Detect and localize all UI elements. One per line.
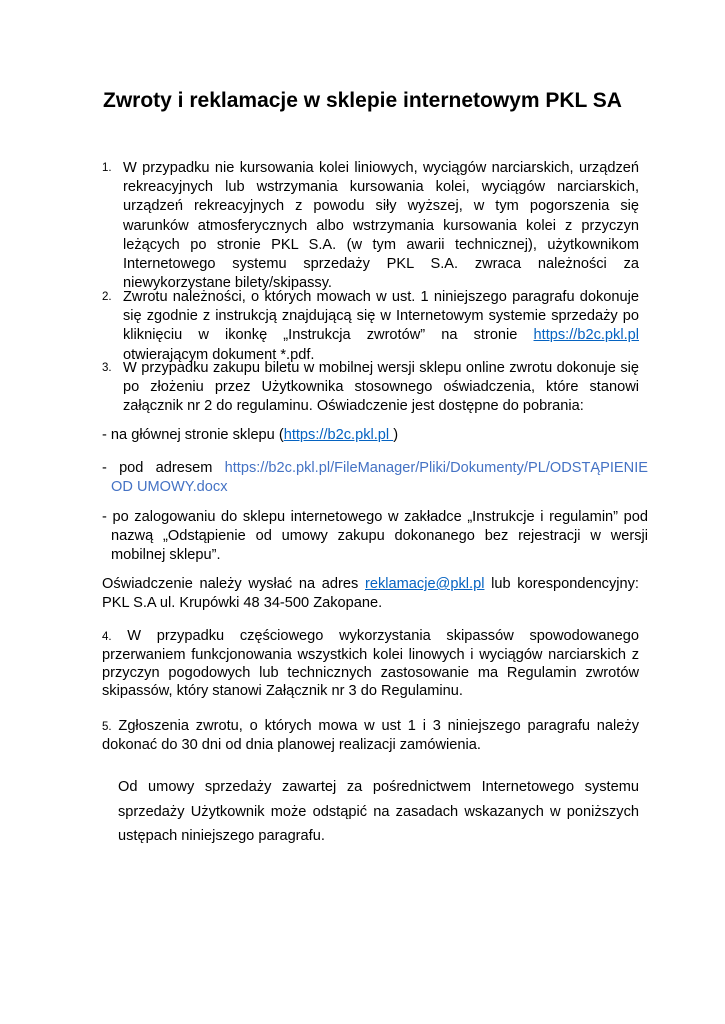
bullet-text: - po zalogowaniu do sklepu internetowego w zakładce „Instrukcje i regulamin” pod nazwą „Odstąpienie od umowy zakupu dokonanego bez rejestracji w wersji mobilnej sklepu”.: [102, 509, 648, 564]
bullet-logged-in: [102, 508, 648, 566]
item-text: W przypadku zakupu biletu w mobilnej wersji sklepu online zwrotu dokonuje się po złożeniu przez Użytkownika stosownego oświadczenia, które stanowi załącznik nr 2 do regulaminu. Oświadczenie jest dostępne do pobrania:: [123, 360, 639, 415]
form-download-link[interactable]: https://b2c.pkl.pl/FileManager/Pliki/Dokumenty/PL/ODSTĄPIENIE OD UMOWY.docx: [111, 460, 648, 496]
item-text: W przypadku częściowego wykorzystania skipassów spowodowanego przerwaniem funkcjonowania wszystkich kolei linowych i wyciągów narciarskich z przyczyn pogodowych lub technicznych zastosowanie ma Regulamin zwrotów skipassów, który stanowi Załącznik nr 3 do Regulaminu.: [102, 628, 639, 699]
item-number: 1.: [102, 162, 112, 174]
bullet-address: [102, 459, 648, 497]
email-link[interactable]: reklamacje@pkl.pl: [365, 576, 485, 592]
item-text: W przypadku nie kursowania kolei liniowych, wyciągów narciarskich, urządzeń rekreacyjnych lub wstrzymania kursowania kolei, wyciągów narciarskich, urządzeń rekreacyjnych z powodu siły wyższej, w tym pogorszenia się warunków atmosferycznych albo wstrzymania kursowania kolei z przyczyn leżących po stronie PKL S.A. (w tym awarii technicznej), użytkownikom Internetowego systemu sprzedaży PKL S.A. zwraca należności za niewykorzystane bilety/skipassy.: [123, 160, 639, 292]
item-number: 4.: [102, 631, 112, 643]
b2c-main-link[interactable]: https://b2c.pkl.pl: [283, 427, 394, 443]
list-item-2: [102, 288, 639, 365]
list-item-3: [102, 359, 639, 417]
list-item-5: [102, 717, 639, 754]
item-number: 5.: [102, 721, 112, 733]
bullet-main-page: [102, 426, 639, 445]
b2c-link[interactable]: https://b2c.pkl.pl: [533, 327, 639, 344]
bullet-text-end: ): [393, 427, 399, 443]
send-statement-paragraph: [102, 575, 639, 613]
item-number: 2.: [102, 291, 112, 303]
item-text-after: otwierającym dokument *.pdf.: [123, 346, 315, 363]
item-text-before: Zwrotu należności, o których mowach w ust. 1 niniejszego paragrafu dokonuje się zgodnie z instrukcją znajdującą się w Internetowym systemie sprzedaży po kliknięciu w ikonkę „Instrukcja zwrotów” na stronie: [123, 289, 639, 344]
send-text: Oświadczenie należy wysłać na adres: [102, 576, 365, 592]
page-title: Zwroty i reklamacje w sklepie internetowym PKL SA: [103, 89, 622, 112]
list-item-1: [102, 159, 639, 293]
item-number: 3.: [102, 362, 112, 374]
item-text: Zgłoszenia zwrotu, o których mowa w ust 1 i 3 niniejszego paragrafu należy dokonać do 30 dni od dnia planowej realizacji zamówienia.: [102, 718, 639, 753]
item-text: [123, 288, 639, 365]
send-text-end: lub korespondencyjny: PKL S.A ul. Krupówki 48 34-500 Zakopane.: [102, 576, 639, 612]
bullet-text: - pod adresem: [102, 460, 225, 476]
bullet-text: - na głównej stronie sklepu (: [102, 427, 284, 443]
closing-paragraph: Od umowy sprzedaży zawartej za pośrednictwem Internetowego systemu sprzedaży Użytkownik może odstąpić na zasadach wskazanych w poniższych ustępach niniejszego paragrafu.: [118, 779, 639, 845]
list-item-4: [102, 627, 639, 700]
